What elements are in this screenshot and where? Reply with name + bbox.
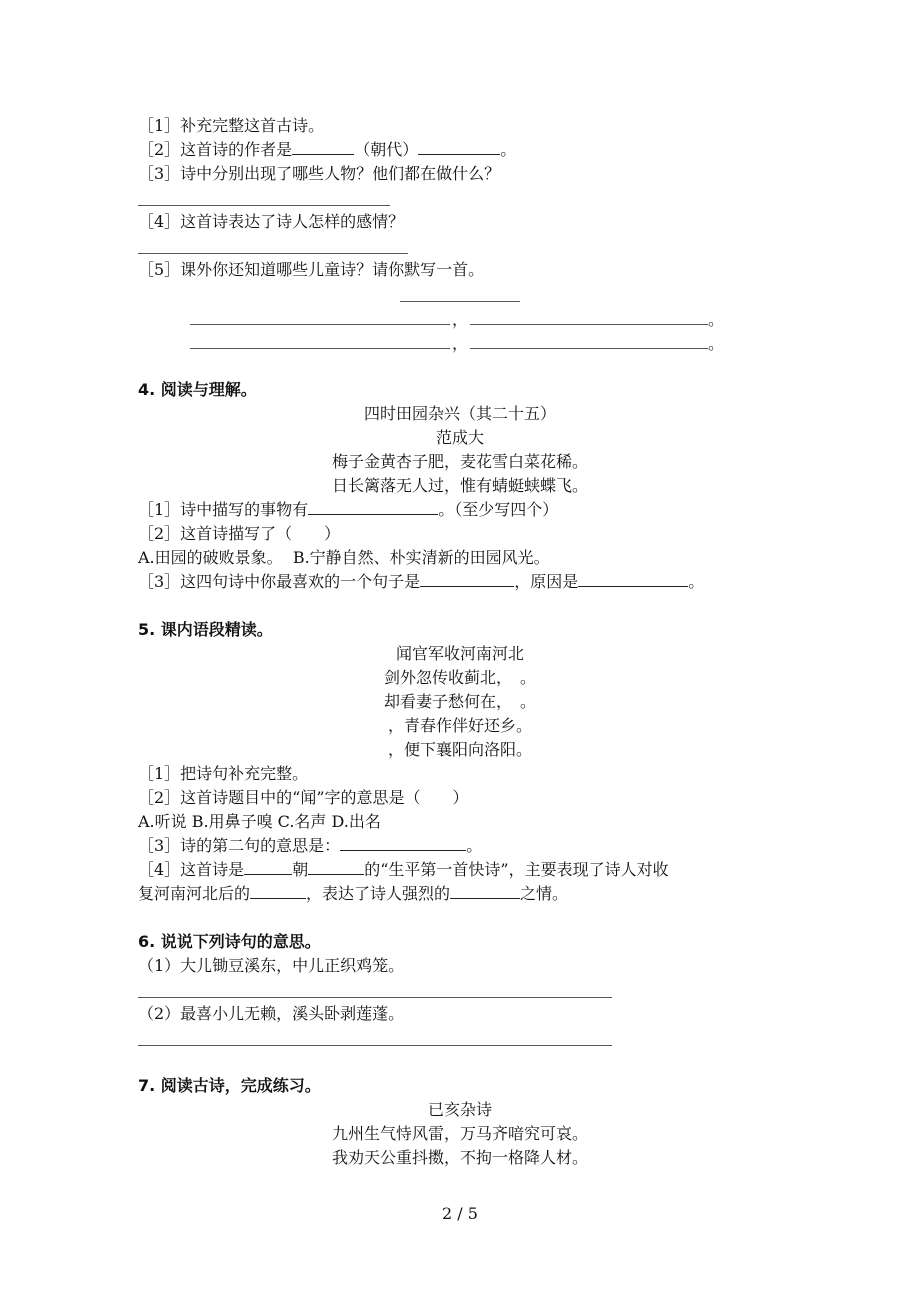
q6-line-2: （2）最喜小儿无赖，溪头卧剥莲蓬。: [138, 1004, 405, 1023]
q7-heading: 7. 阅读古诗，完成练习。: [138, 1076, 321, 1095]
dynasty-blank[interactable]: [418, 140, 500, 155]
q5-question-1: ［1］把诗句补充完整。: [138, 764, 309, 783]
q5-heading: 5. 课内语段精读。: [138, 620, 273, 639]
poem-line-1a-blank[interactable]: [190, 324, 450, 325]
q4-question-2: ［2］这首诗描写了（ ）: [138, 524, 341, 543]
q3-item-1: ［1］补充完整这首古诗。: [138, 116, 325, 135]
q5-q4-author-blank[interactable]: [308, 860, 364, 875]
poem-line-1b-blank[interactable]: [470, 324, 708, 325]
q4-question-2-options: A.田园的破败景象。 B.宁静自然、朴实清新的田园风光。: [138, 548, 550, 567]
q4-q3-reason-blank[interactable]: [578, 572, 688, 587]
poem-line-1-comma: ，: [452, 310, 469, 329]
q5-poem-line-3: ，青春作伴好还乡。: [387, 716, 532, 735]
q4-q3-end: 。: [688, 572, 705, 591]
q4-poem-author: 范成大: [435, 428, 484, 447]
q3-item-3: ［3］诗中分别出现了哪些人物？他们都在做什么？: [138, 164, 501, 183]
q5-q3-blank[interactable]: [340, 836, 466, 851]
q4-poem-title: 四时田园杂兴（其二十五）: [363, 404, 556, 423]
q4-q1-blank[interactable]: [308, 500, 438, 515]
q6-heading: 6. 说说下列诗句的意思。: [138, 932, 321, 951]
q3-item-2-end: 。: [500, 140, 517, 159]
q5-q4-feeling-blank[interactable]: [250, 884, 306, 899]
poem-line-2-period: 。: [708, 334, 725, 353]
page-number: 2 / 5: [442, 1204, 478, 1223]
poem-line-2b-blank[interactable]: [470, 348, 708, 349]
q4-poem-line-1: 梅子金黄杏子肥，麦花雪白菜花稀。: [331, 452, 588, 471]
q3-answer-line-3[interactable]: [138, 205, 390, 206]
q5-question-4: [138, 860, 669, 880]
q5-poem-line-2: 却看妻子愁何在， 。: [383, 692, 536, 711]
author-blank[interactable]: [292, 140, 354, 155]
q5-q3-label: ［3］诗的第二句的意思是：: [138, 836, 341, 855]
q7-poem-title: 已亥杂诗: [427, 1100, 492, 1119]
q5-q4-emotion-blank[interactable]: [450, 884, 520, 899]
q5-poem-line-4: ，便下襄阳向洛阳。: [387, 740, 532, 759]
q5-q4-text: 的“生平第一首快诗”，主要表现了诗人对收: [364, 860, 669, 879]
poem-line-2a-blank[interactable]: [190, 348, 450, 349]
q3-item-2: [138, 140, 516, 160]
q3-item-5: ［5］课外你还知道哪些儿童诗？请你默写一首。: [138, 260, 485, 279]
q5-poem-title: 闻官军收河南河北: [395, 644, 524, 663]
q5-question-2-options: A.听说 B.用鼻子嗅 C.名声 D.出名: [138, 812, 381, 831]
q4-q3-label: ［3］这四句诗中你最喜欢的一个句子是: [138, 572, 421, 591]
q5-q4-text-4: 之情。: [520, 884, 569, 903]
q5-question-4-cont: [138, 884, 568, 904]
q5-question-2: ［2］这首诗题目中的“闻”字的意思是（ ）: [138, 788, 469, 807]
q7-poem-line-2: 我劝天公重抖擞，不拘一格降人材。: [331, 1148, 588, 1167]
q4-q3-sentence-blank[interactable]: [420, 572, 514, 587]
q5-q3-end: 。: [466, 836, 483, 855]
q4-q3-reason-label: ，原因是: [514, 572, 579, 591]
q5-q4-chao: 朝: [292, 860, 309, 879]
q3-answer-line-4[interactable]: [138, 253, 408, 254]
q5-q4-text-3: ，表达了诗人强烈的: [306, 884, 451, 903]
poem-line-1-period: 。: [708, 310, 725, 329]
q5-q4-dynasty-blank[interactable]: [244, 860, 292, 875]
q5-question-3: [138, 836, 482, 856]
poem-line-2-comma: ，: [452, 334, 469, 353]
q6-answer-line-2[interactable]: [138, 1045, 612, 1046]
q3-item-2-label: ［2］这首诗的作者是: [138, 140, 293, 159]
q4-q1-label: ［1］诗中描写的事物有: [138, 500, 309, 519]
q3-item-4: ［4］这首诗表达了诗人怎样的感情？: [138, 212, 405, 231]
q7-poem-line-1: 九州生气恃风雷，万马齐喑究可哀。: [331, 1124, 588, 1143]
q6-answer-line-1[interactable]: [138, 997, 612, 998]
q5-q4-text-2: 复河南河北后的: [138, 884, 251, 903]
poem-title-blank[interactable]: [400, 301, 520, 302]
q4-poem-line-2: 日长篱落无人过，惟有蜻蜓蛱蝶飞。: [331, 476, 588, 495]
q5-q4-label: ［4］这首诗是: [138, 860, 245, 879]
q4-heading: 4. 阅读与理解。: [138, 380, 257, 399]
dynasty-label: （朝代）: [354, 140, 419, 159]
q4-q1-note: 。（至少写四个）: [438, 500, 559, 519]
q5-poem-line-1: 剑外忽传收蓟北， 。: [383, 668, 536, 687]
q6-line-1: （1）大儿锄豆溪东，中儿正织鸡笼。: [138, 956, 405, 975]
q4-question-3: [138, 572, 704, 592]
q4-question-1: [138, 500, 558, 520]
